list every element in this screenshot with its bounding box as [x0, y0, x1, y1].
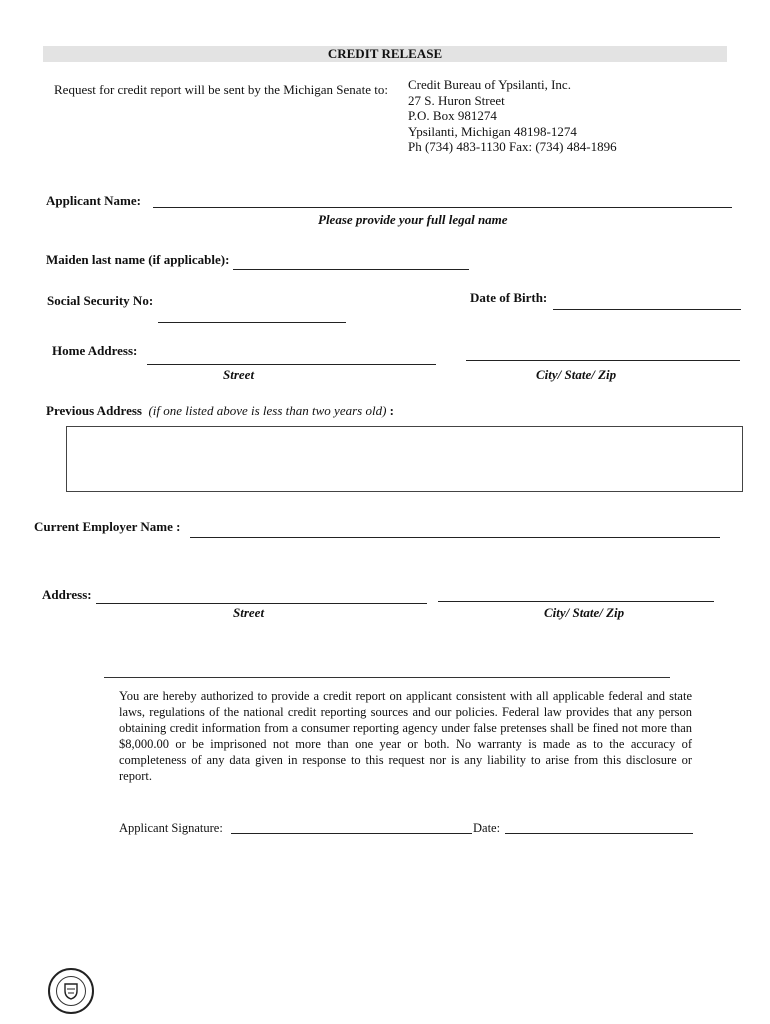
previous-address-note: (if one listed above is less than two years old): [148, 403, 387, 418]
authorization-paragraph: You are hereby authorized to provide a credit report on applicant consistent with all applicable federal and state laws, regulations of the national credit reporting sources and our policies. Federal law provides that any person obtaining credit information from a consumer reporting agency under false pretenses shall be fined not more than $8,000.00 or be imprisoned not more than one year or both. No warranty is made as to the accuracy of completeness of any data given in response to this request nor is any liability to arise from this disclosure or report.: [119, 689, 692, 783]
bureau-name: Credit Bureau of Ypsilanti, Inc.: [408, 77, 571, 92]
signature-field[interactable]: [231, 833, 472, 834]
bureau-po-box: P.O. Box 981274: [408, 108, 497, 123]
home-city-field[interactable]: [466, 360, 740, 361]
previous-address-label: Previous Address: [46, 403, 142, 418]
maiden-name-label: Maiden last name (if applicable):: [46, 252, 230, 267]
applicant-name-hint: Please provide your full legal name: [318, 212, 508, 227]
signature-label: Applicant Signature:: [119, 821, 223, 835]
applicant-name-field[interactable]: [153, 207, 732, 208]
home-street-caption: Street: [223, 367, 255, 382]
applicant-name-label: Applicant Name:: [46, 193, 141, 208]
request-text: Request for credit report will be sent by the Michigan Senate to:: [54, 82, 388, 97]
employer-address-label: Address:: [42, 587, 92, 602]
employer-name-field[interactable]: [190, 537, 720, 538]
bureau-city: Ypsilanti, Michigan 48198-1274: [408, 123, 577, 139]
bureau-address: [408, 77, 617, 155]
previous-address-box[interactable]: [66, 426, 743, 492]
state-seal-icon: [48, 968, 94, 1014]
employer-name-label: Current Employer Name :: [34, 519, 181, 534]
bureau-phone-fax: Ph (734) 483-1130 Fax: (734) 484-1896: [408, 139, 617, 154]
home-address-label: Home Address:: [52, 343, 138, 358]
previous-address-heading: [46, 403, 394, 419]
employer-city-caption: City/ State/ Zip: [544, 605, 625, 620]
employer-street-caption: Street: [233, 605, 265, 620]
dob-label: Date of Birth:: [470, 290, 548, 305]
home-city-caption: City/ State/ Zip: [536, 367, 617, 382]
employer-street-field[interactable]: [96, 603, 427, 604]
home-street-field[interactable]: [147, 364, 436, 365]
date-field[interactable]: [505, 833, 693, 834]
maiden-name-field[interactable]: [233, 269, 469, 270]
employer-city-field[interactable]: [438, 601, 714, 602]
date-label: Date:: [473, 821, 501, 835]
previous-address-colon: :: [389, 403, 394, 418]
ssn-label: Social Security No:: [47, 293, 154, 308]
dob-field[interactable]: [553, 309, 741, 310]
section-divider: [104, 677, 670, 678]
bureau-street: 27 S. Huron Street: [408, 92, 505, 108]
page-title: CREDIT RELEASE: [43, 46, 727, 62]
ssn-field[interactable]: [158, 322, 346, 323]
